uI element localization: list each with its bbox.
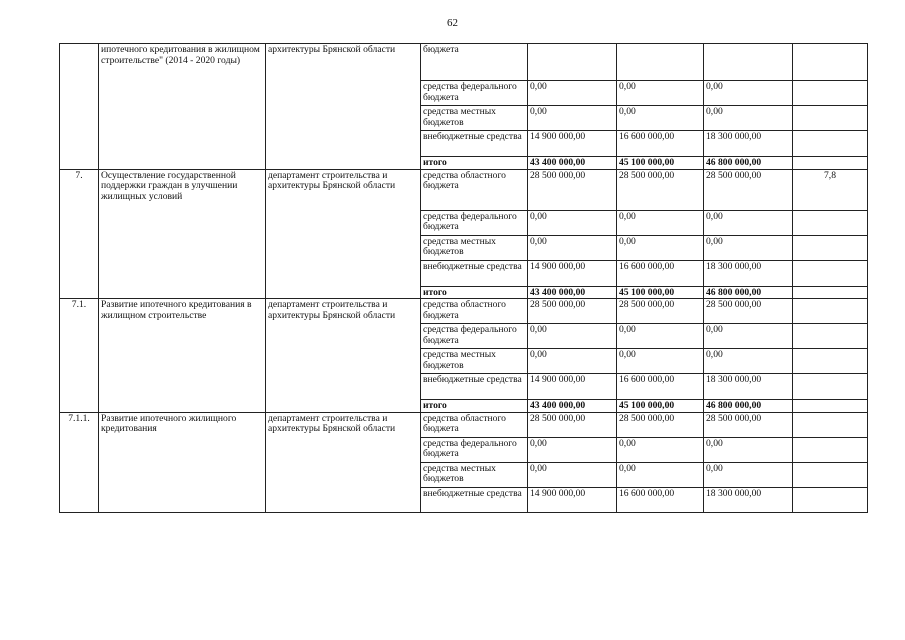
amount-year-1: 0,00	[528, 235, 617, 260]
funding-source: средства федерального бюджета	[421, 210, 528, 235]
item-executor: архитектуры Брянской области	[266, 44, 421, 170]
funding-source: средства местных бюджетов	[421, 235, 528, 260]
amount-year-1: 43 400 000,00	[528, 286, 617, 299]
item-name: ипотечного кредитования в жилищном строительстве" (2014 - 2020 годы)	[99, 44, 266, 170]
target-indicator	[793, 462, 868, 487]
amount-year-3: 0,00	[704, 106, 793, 131]
amount-year-1: 14 900 000,00	[528, 260, 617, 286]
amount-year-3: 18 300 000,00	[704, 374, 793, 400]
amount-year-1: 0,00	[528, 81, 617, 106]
item-executor: департамент строительства и архитектуры Брянской области	[266, 299, 421, 413]
amount-year-2: 16 600 000,00	[617, 131, 704, 157]
target-indicator	[793, 260, 868, 286]
amount-year-3: 0,00	[704, 235, 793, 260]
target-indicator	[793, 349, 868, 374]
amount-year-3: 18 300 000,00	[704, 487, 793, 512]
funding-source: итого	[421, 157, 528, 170]
amount-year-1: 0,00	[528, 437, 617, 462]
target-indicator	[793, 157, 868, 170]
table-row	[60, 412, 868, 437]
amount-year-1: 14 900 000,00	[528, 374, 617, 400]
target-indicator	[793, 131, 868, 157]
item-number: 7.1.1.	[60, 412, 99, 512]
amount-year-2: 16 600 000,00	[617, 374, 704, 400]
target-indicator	[793, 235, 868, 260]
funding-source: внебюджетные средства	[421, 131, 528, 157]
amount-year-3: 0,00	[704, 349, 793, 374]
amount-year-1: 0,00	[528, 462, 617, 487]
amount-year-2: 0,00	[617, 349, 704, 374]
item-number: 7.	[60, 169, 99, 299]
amount-year-3: 18 300 000,00	[704, 260, 793, 286]
target-indicator	[793, 324, 868, 349]
target-indicator: 7,8	[793, 169, 868, 210]
funding-source: средства местных бюджетов	[421, 462, 528, 487]
amount-year-2: 16 600 000,00	[617, 487, 704, 512]
item-name: Осуществление государственной поддержки граждан в улучшении жилищных условий	[99, 169, 266, 299]
amount-year-2: 28 500 000,00	[617, 299, 704, 324]
amount-year-1: 0,00	[528, 349, 617, 374]
amount-year-3: 0,00	[704, 81, 793, 106]
target-indicator	[793, 374, 868, 400]
table-row	[60, 44, 868, 81]
amount-year-1: 14 900 000,00	[528, 487, 617, 512]
amount-year-3: 18 300 000,00	[704, 131, 793, 157]
amount-year-1: 28 500 000,00	[528, 299, 617, 324]
item-executor: департамент строительства и архитектуры Брянской области	[266, 412, 421, 512]
target-indicator	[793, 81, 868, 106]
amount-year-1	[528, 44, 617, 81]
funding-source: внебюджетные средства	[421, 487, 528, 512]
target-indicator	[793, 106, 868, 131]
amount-year-1: 0,00	[528, 210, 617, 235]
amount-year-3: 46 800 000,00	[704, 286, 793, 299]
funding-source: средства областного бюджета	[421, 412, 528, 437]
amount-year-3: 0,00	[704, 437, 793, 462]
amount-year-3	[704, 44, 793, 81]
amount-year-2	[617, 44, 704, 81]
amount-year-3: 0,00	[704, 462, 793, 487]
funding-source: средства областного бюджета	[421, 299, 528, 324]
amount-year-1: 14 900 000,00	[528, 131, 617, 157]
item-name: Развитие ипотечного кредитования в жилищном строительстве	[99, 299, 266, 413]
item-executor: департамент строительства и архитектуры Брянской области	[266, 169, 421, 299]
amount-year-1: 0,00	[528, 324, 617, 349]
amount-year-2: 45 100 000,00	[617, 400, 704, 413]
amount-year-1: 43 400 000,00	[528, 157, 617, 170]
amount-year-2: 16 600 000,00	[617, 260, 704, 286]
amount-year-2: 0,00	[617, 324, 704, 349]
table-row	[60, 299, 868, 324]
funding-source: средства федерального бюджета	[421, 437, 528, 462]
amount-year-2: 0,00	[617, 437, 704, 462]
amount-year-3: 28 500 000,00	[704, 299, 793, 324]
funding-source: внебюджетные средства	[421, 374, 528, 400]
funding-source: средства местных бюджетов	[421, 349, 528, 374]
funding-source: бюджета	[421, 44, 528, 81]
amount-year-1: 43 400 000,00	[528, 400, 617, 413]
item-number: 7.1.	[60, 299, 99, 413]
target-indicator	[793, 44, 868, 81]
target-indicator	[793, 437, 868, 462]
funding-source: итого	[421, 286, 528, 299]
amount-year-1: 0,00	[528, 106, 617, 131]
target-indicator	[793, 487, 868, 512]
amount-year-3: 28 500 000,00	[704, 169, 793, 210]
amount-year-3: 46 800 000,00	[704, 400, 793, 413]
funding-source: внебюджетные средства	[421, 260, 528, 286]
amount-year-2: 0,00	[617, 106, 704, 131]
item-number	[60, 44, 99, 170]
amount-year-2: 0,00	[617, 462, 704, 487]
amount-year-3: 28 500 000,00	[704, 412, 793, 437]
funding-source: итого	[421, 400, 528, 413]
item-name: Развитие ипотечного жилищного кредитования	[99, 412, 266, 512]
amount-year-3: 0,00	[704, 324, 793, 349]
amount-year-2: 28 500 000,00	[617, 169, 704, 210]
amount-year-2: 0,00	[617, 210, 704, 235]
target-indicator	[793, 286, 868, 299]
table-row	[60, 169, 868, 210]
amount-year-3: 0,00	[704, 210, 793, 235]
amount-year-2: 28 500 000,00	[617, 412, 704, 437]
amount-year-3: 46 800 000,00	[704, 157, 793, 170]
target-indicator	[793, 400, 868, 413]
amount-year-2: 0,00	[617, 235, 704, 260]
target-indicator	[793, 299, 868, 324]
amount-year-1: 28 500 000,00	[528, 169, 617, 210]
amount-year-1: 28 500 000,00	[528, 412, 617, 437]
funding-table	[59, 43, 868, 513]
target-indicator	[793, 210, 868, 235]
amount-year-2: 45 100 000,00	[617, 157, 704, 170]
funding-source: средства федерального бюджета	[421, 81, 528, 106]
page-number: 62	[447, 17, 458, 29]
funding-source: средства местных бюджетов	[421, 106, 528, 131]
amount-year-2: 45 100 000,00	[617, 286, 704, 299]
funding-source: средства областного бюджета	[421, 169, 528, 210]
amount-year-2: 0,00	[617, 81, 704, 106]
target-indicator	[793, 412, 868, 437]
funding-source: средства федерального бюджета	[421, 324, 528, 349]
